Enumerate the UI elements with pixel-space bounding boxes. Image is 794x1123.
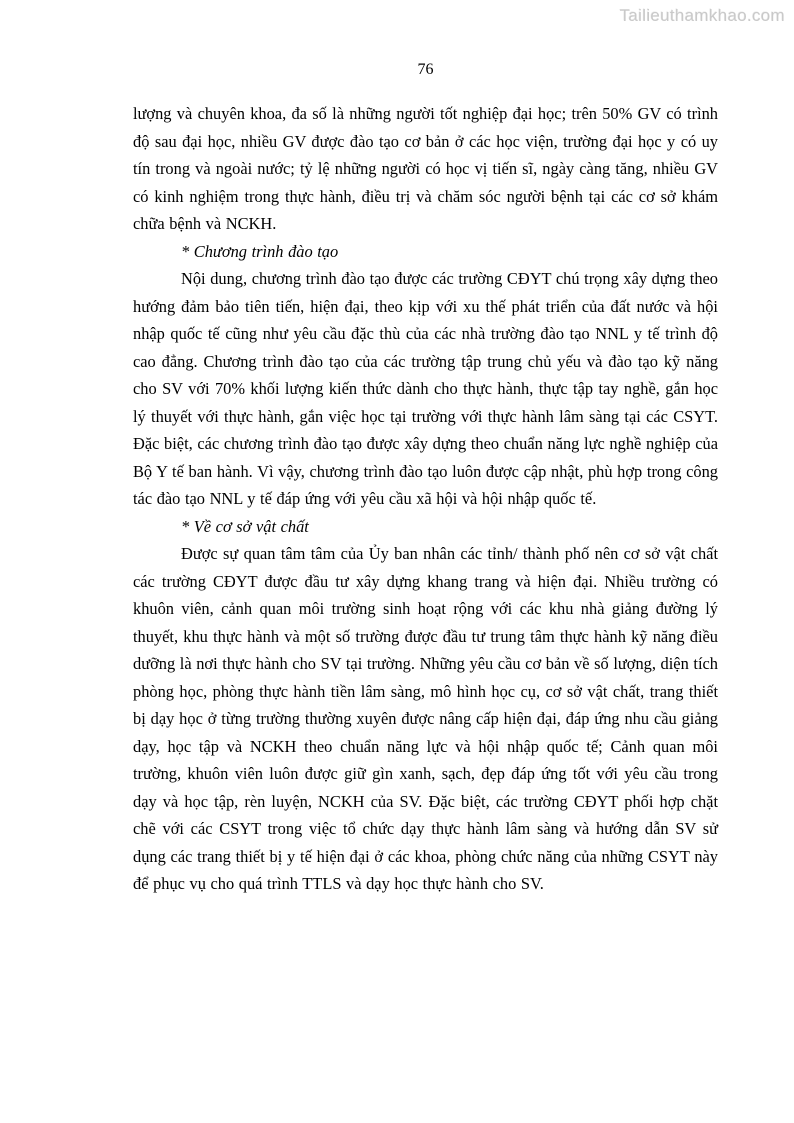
page-number: 76	[417, 61, 434, 78]
heading-facilities: * Về cơ sở vật chất	[181, 516, 309, 536]
document-body	[133, 100, 718, 898]
heading-training-program: * Chương trình đào tạo	[181, 241, 339, 261]
paragraph-training-program: Nội dung, chương trình đào tạo được các trường CĐYT chú trọng xây dựng theo hướng đảm bảo tiên tiến, hiện đại, theo kịp với xu thế phát triển của đất nước và hội nhập quốc tế cũng như yêu cầu đặc thù của các nhà trường đào tạo NNL y tế trình độ cao đẳng. Chương trình đào tạo của các trường tập trung chủ yếu và đào tạo kỹ năng cho SV với 70% khối lượng kiến thức dành cho thực hành, thực tập tay nghề, gắn học lý thuyết với thực hành, gắn việc học tại trường với thực hành lâm sàng tại các CSYT. Đặc biệt, các chương trình đào tạo được xây dựng theo chuẩn năng lực nghề nghiệp của Bộ Y tế ban hành. Vì vậy, chương trình đào tạo luôn được cập nhật, phù hợp trong công tác đào tạo NNL y tế đáp ứng với yêu cầu xã hội và hội nhập quốc tế.	[133, 269, 718, 508]
paragraph-facilities: Được sự quan tâm tâm của Ủy ban nhân các tỉnh/ thành phố nên cơ sở vật chất các trường CĐYT được đầu tư xây dựng khang trang và hiện đại. Nhiều trường có khuôn viên, cảnh quan môi trường sinh hoạt rộng với các khu nhà giảng đường lý thuyết, khu thực hành và một số trường được đầu tư trung tâm thực hành kỹ năng điều dưỡng là nơi thực hành cho SV tại trường. Những yêu cầu cơ bản về số lượng, diện tích phòng học, phòng thực hành tiền lâm sàng, mô hình học cụ, cơ sở vật chất, trang thiết bị dạy học ở từng trường thường xuyên được nâng cấp hiện đại, đáp ứng nhu cầu giảng dạy, học tập và NCKH theo chuẩn năng lực và hội nhập quốc tế; Cảnh quan môi trường, khuôn viên luôn được giữ gìn xanh, sạch, đẹp đáp ứng tốt với yêu cầu trong dạy và học tập, rèn luyện, NCKH của SV. Đặc biệt, các trường CĐYT phối hợp chặt chẽ với các CSYT trong việc tổ chức dạy thực hành lâm sàng và hướng dẫn SV sử dụng các trang thiết bị y tế hiện đại ở các khoa, phòng chức năng của những CSYT này để phục vụ cho quá trình TTLS và dạy học thực hành cho SV.	[133, 544, 718, 893]
site-watermark: Tailieuthamkhao.com	[619, 6, 785, 25]
paragraph-faculty-continuation: lượng và chuyên khoa, đa số là những người tốt nghiệp đại học; trên 50% GV có trình độ sau đại học, nhiều GV được đào tạo cơ bản ở các học viện, trường đại học y có uy tín trong và ngoài nước; tỷ lệ những người có học vị tiến sĩ, ngày càng tăng, nhiều GV có kinh nghiệm trong thực hành, điều trị và chăm sóc người bệnh tại các cơ sở khám chữa bệnh và NCKH.	[133, 104, 718, 233]
